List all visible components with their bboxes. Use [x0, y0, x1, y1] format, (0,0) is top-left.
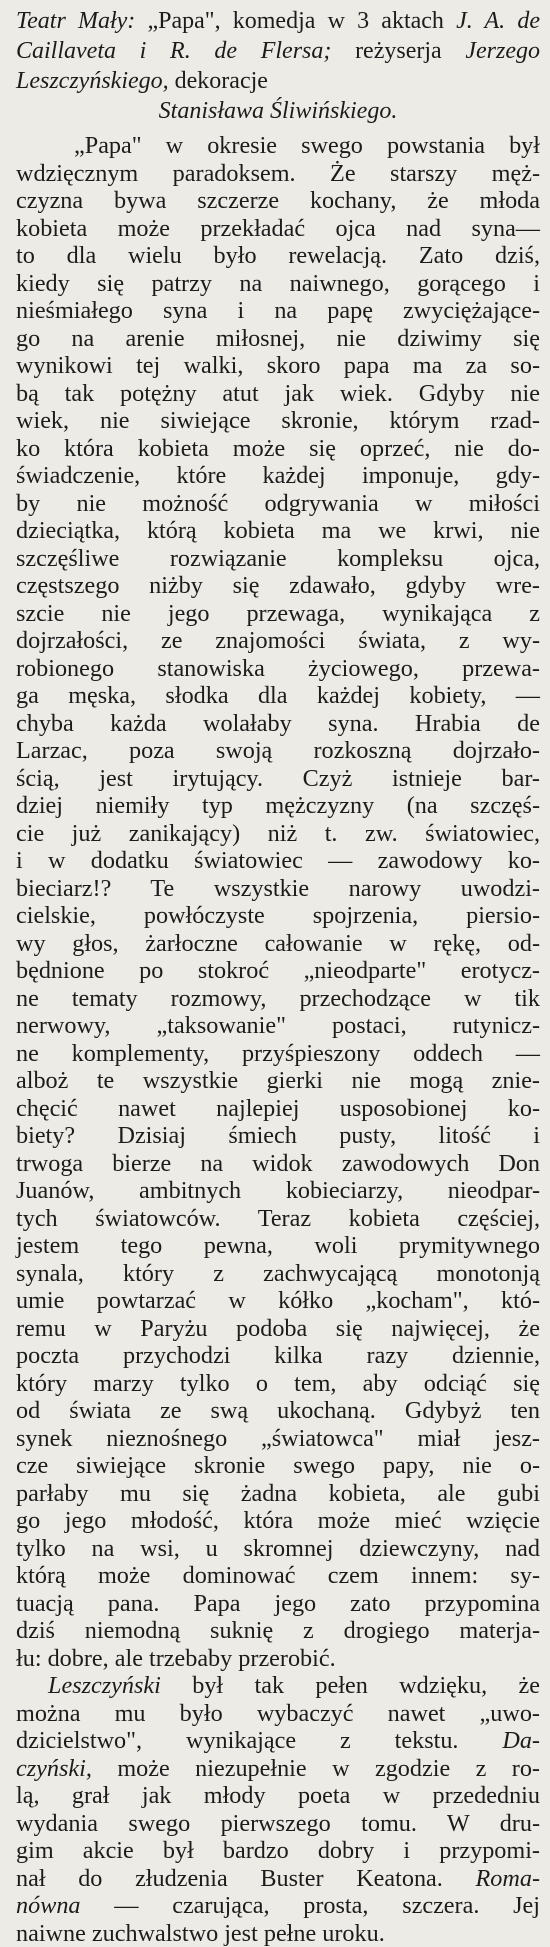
text-line: dziej niemiły typ mężczyzny (na szczęś- [16, 792, 540, 820]
text-line: i w dodatku światowiec — zawodowy ko- [16, 847, 540, 875]
paragraph-2 [16, 1672, 540, 1947]
text-line: „Papa" w okresie swego powstania był [16, 132, 540, 160]
text-line: którą może dominować czem innem: sy- [16, 1562, 540, 1590]
actor-name: czyński, [16, 1755, 92, 1782]
actor-name: Roma- [476, 1865, 540, 1892]
text-line: szcie nie jego przewaga, wynikająca z [16, 600, 540, 628]
text-line: czyński, może niezupełnie w zgodzie z ro- [16, 1755, 540, 1783]
text-line: będnione po stokroć „nieodparte" erotycz- [16, 957, 540, 985]
actor-name: nówna [16, 1892, 81, 1919]
text-line: nerwowy, „taksowanie" postaci, rutynicz- [16, 1012, 540, 1040]
text-line: szczęśliwe rozwiązanie kompleksu ojca, [16, 545, 540, 573]
text-line: chęcić nawet najlepiej usposobionej ko- [16, 1095, 540, 1123]
text-line: robionego stanowiska życiowego, przewa- [16, 655, 540, 683]
text-line: wynikowi tej walki, skoro papa ma za so- [16, 352, 540, 380]
text-line: od świata ze swą ukochaną. Gdybyż ten [16, 1397, 540, 1425]
text-line: synala, który z zachwycającą monotonją [16, 1260, 540, 1288]
text-line: by nie możność odgrywania w miłości [16, 490, 540, 518]
text-line: dojrzałości, ze znajomości świata, z wy- [16, 627, 540, 655]
text-line: świadczenie, które każdej imponuje, gdy- [16, 462, 540, 490]
text-line: naiwne zuchwalstwo jest pełne uroku. [16, 1920, 540, 1947]
text-line: dzieciątka, którą kobieta ma we krwi, nie [16, 517, 540, 545]
text-line: lą, grał jak młody poeta w przededniu [16, 1782, 540, 1810]
text-line: go jego młodość, która może mieć wzięcie [16, 1507, 540, 1535]
text-line: parłaby mu się żadna kobieta, ale gubi [16, 1480, 540, 1508]
text-line: ne tematy rozmowy, przechodzące w tik [16, 985, 540, 1013]
director-name: Jerzego Leszczyńskiego, [16, 38, 540, 94]
text-line: ne komplementy, przyśpieszony oddech — [16, 1040, 540, 1068]
play-authors: J. A. de Caillaveta i R. de Flersa; [16, 8, 540, 64]
text-line: jestem tego pewna, woli prymitywnego [16, 1232, 540, 1260]
text-line: kobieta może przekładać ojca nad syna— [16, 215, 540, 243]
text-line: cze siwiejące skronie swego papy, nie o- [16, 1452, 540, 1480]
text-line: nieśmiałego syna i na papę zwyciężające- [16, 297, 540, 325]
text-line: czyzna bywa szczerze kochany, że młoda [16, 187, 540, 215]
text-line: wdzięcznym paradoksem. Że starszy męż- [16, 160, 540, 188]
text-line: Larzac, poza swoją rozkoszną dojrzało- [16, 737, 540, 765]
text-line: chyba każda wolałaby syna. Hrabia de [16, 710, 540, 738]
text-line: Leszczyński był tak pełen wdzięku, że [16, 1672, 540, 1700]
text-line: biety? Dzisiaj śmiech pusty, litość i [16, 1122, 540, 1150]
review-header: Teatr Mały: „Papa", komedja w 3 aktach J. A. de Caillaveta i R. de Flersa; reżyserja Jerzego Leszczyńskiego, dekoracje Stanisława Śliwińskiego. [16, 6, 540, 126]
text-line: bą tak potężny atut jak wiek. Gdyby nie [16, 380, 540, 408]
actor-name: Leszczyński [48, 1672, 161, 1699]
theatre-name: Teatr Mały: [16, 8, 135, 34]
text-line: go na arenie miłosnej, nie dziwimy się [16, 325, 540, 353]
text-line: gim akcie był bardzo dobry i przypomi- [16, 1837, 540, 1865]
text-line: dziś niemodną suknię z drogiego materja- [16, 1617, 540, 1645]
paragraph-1 [16, 132, 540, 1672]
text-line: nówna — czarująca, prosta, szczera. Jej [16, 1892, 540, 1920]
text-line: wiek, nie siwiejące skronie, którym rzad- [16, 407, 540, 435]
text-line: tuacją pana. Papa jego zato przypomina [16, 1590, 540, 1618]
text-line: kiedy się patrzy na naiwnego, gorącego i [16, 270, 540, 298]
text-line: cie już zanikający) niż t. zw. światowiec, [16, 820, 540, 848]
text-line: dzicielstwo", wynikające z tekstu. Da- [16, 1727, 540, 1755]
text-line: poczta przychodzi kilka razy dziennie, [16, 1342, 540, 1370]
text-line: wydania swego pierwszego tomu. W dru- [16, 1810, 540, 1838]
text-line: alboż te wszystkie gierki nie mogą znie- [16, 1067, 540, 1095]
actor-name: Da- [502, 1727, 540, 1754]
designer-name: Stanisława Śliwińskiego. [16, 96, 540, 126]
text-line: częstszego niżby się zdawało, gdyby wre- [16, 572, 540, 600]
text-line: wy głos, żarłoczne całowanie w rękę, od- [16, 930, 540, 958]
text-line: Juanów, ambitnych kobieciarzy, nieodpar- [16, 1177, 540, 1205]
text-line: tylko na wsi, u skromnej dziewczyny, nad [16, 1535, 540, 1563]
text-line: bieciarz!? Te wszystkie narowy uwodzi- [16, 875, 540, 903]
text-line: synek nieznośnego „światowca" miał jesz- [16, 1425, 540, 1453]
text-line: ga męska, słodka dla każdej kobiety, — [16, 682, 540, 710]
text-line: ścią, jest irytujący. Czyż istnieje bar- [16, 765, 540, 793]
text-line: tych światowców. Teraz kobieta częściej, [16, 1205, 540, 1233]
review-body [16, 132, 540, 1947]
text-line: który marzy tylko o tem, aby odciąć się [16, 1370, 540, 1398]
text-line: to dla wielu było rewelacją. Zato dziś, [16, 242, 540, 270]
text-line: nał do złudzenia Buster Keatona. Roma- [16, 1865, 540, 1893]
text-line: cielskie, powłóczyste spojrzenia, piersio- [16, 902, 540, 930]
text-line: umie powtarzać w kółko „kocham", któ- [16, 1287, 540, 1315]
text-line: trwoga bierze na widok zawodowych Don [16, 1150, 540, 1178]
text-line: można mu było wybaczyć nawet „uwo- [16, 1700, 540, 1728]
play-title: „Papa", komedja w 3 aktach [135, 8, 444, 34]
text-line: ko która kobieta może się oprzeć, nie do- [16, 435, 540, 463]
text-line: remu w Paryżu podoba się najwięcej, że [16, 1315, 540, 1343]
text-line: łu: dobre, ale trzebaby przerobić. [16, 1645, 540, 1673]
